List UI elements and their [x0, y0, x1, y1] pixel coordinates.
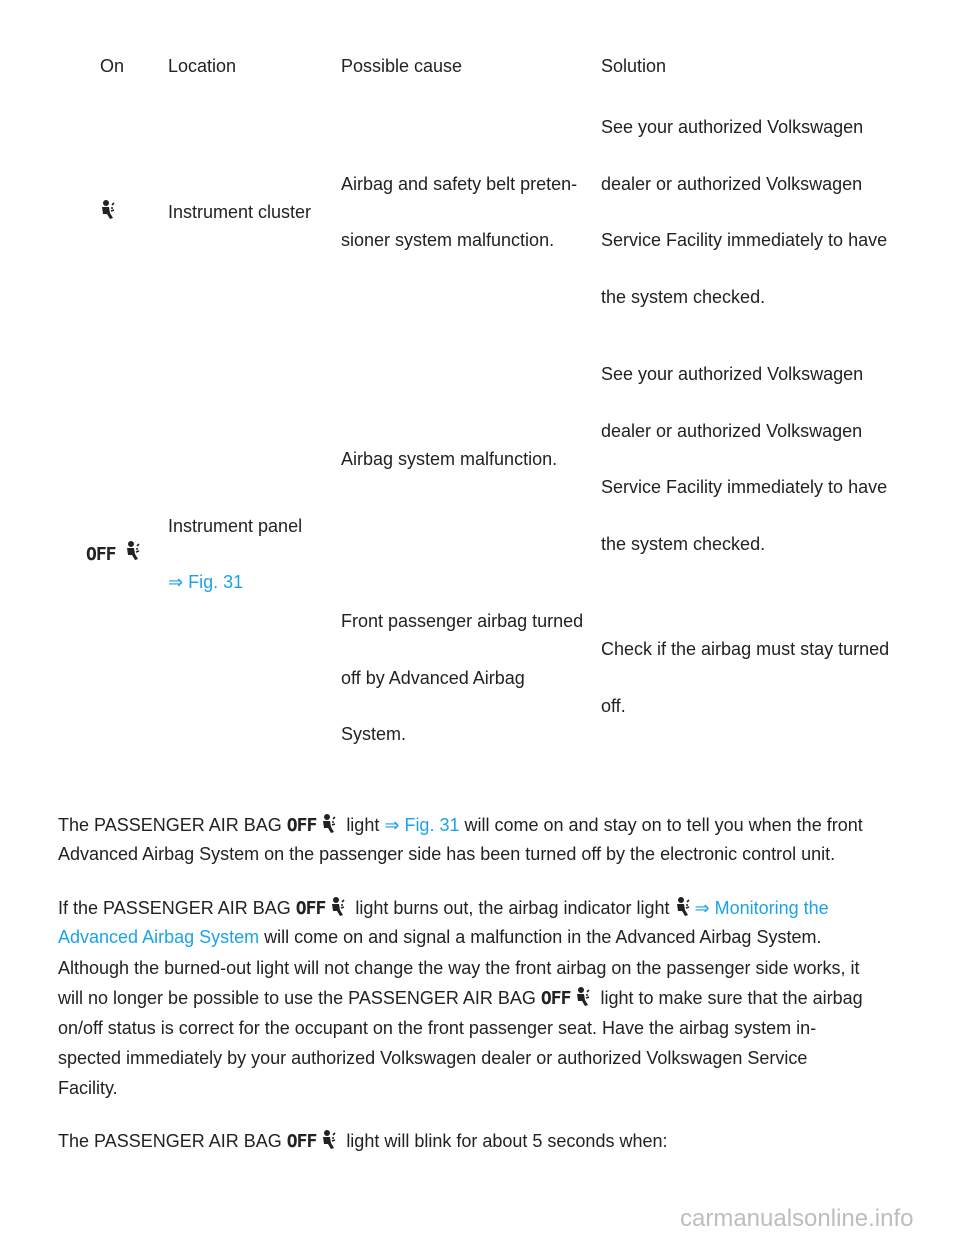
row2-solution-line: Service Facility immediately to have: [601, 477, 888, 497]
passenger-airbag-icon: [321, 814, 341, 834]
row1-solution-line: See your authorized Volkswagen: [601, 117, 864, 137]
row2-location: Instrument panel: [168, 516, 303, 536]
off-icon: OFF: [286, 1131, 317, 1152]
row1-solution-line: dealer or authorized Volkswagen: [601, 174, 863, 194]
off-icon: OFF: [540, 988, 571, 1009]
header-location: Location: [168, 56, 237, 76]
row2-cause-a: Airbag system malfunction.: [341, 449, 558, 469]
paragraph-2-line: Although the burned-out light will not change the way the front airbag on the passenger side works, it: [58, 958, 860, 978]
passenger-airbag-icon: [575, 987, 595, 1007]
row2-solution-b-line: Check if the airbag must stay turned: [601, 639, 890, 659]
paragraph-2-line: If the PASSENGER AIR BAG OFF light burns out, the airbag indicator light ⇒ Monitoring the: [58, 898, 829, 919]
paragraph-2-line: Advanced Airbag System will come on and signal a malfunction in the Advanced Airbag System.: [58, 927, 822, 947]
passenger-airbag-off-icon: OFF: [86, 541, 147, 566]
row1-location: Instrument cluster: [168, 202, 312, 222]
monitoring-link[interactable]: ⇒ Monitoring the: [694, 898, 829, 918]
row2-solution-line: dealer or authorized Volkswagen: [601, 421, 863, 441]
header-cause: Possible cause: [341, 56, 463, 76]
paragraph-2-line: will no longer be possible to use the PASSENGER AIR BAG OFF light to make sure that the airbag: [58, 988, 863, 1009]
paragraph-2-line: Facility.: [58, 1078, 118, 1098]
monitoring-link[interactable]: Advanced Airbag System: [58, 927, 260, 947]
row2-cause-b-line: Front passenger airbag turned: [341, 611, 584, 631]
paragraph-2-line: spected immediately by your authorized Volkswagen dealer or authorized Volkswagen Service: [58, 1048, 808, 1068]
row2-solution-b-line: off.: [601, 696, 626, 716]
off-icon: OFF: [286, 815, 317, 836]
paragraph-3-line: The PASSENGER AIR BAG OFF light will blink for about 5 seconds when:: [58, 1131, 668, 1152]
airbag-person-icon: [100, 200, 120, 222]
airbag-person-icon: [675, 897, 695, 917]
header-on: On: [100, 56, 125, 76]
row1-cause-line: Airbag and safety belt preten-: [341, 174, 578, 194]
row2-cause-b-line: System.: [341, 724, 407, 744]
row2-solution-line: the system checked.: [601, 534, 766, 554]
row2-cause-b-line: off by Advanced Airbag: [341, 668, 525, 688]
paragraph-1-line: The PASSENGER AIR BAG OFF light ⇒ Fig. 31 will come on and stay on to tell you when the front: [58, 815, 863, 836]
row1-solution-line: the system checked.: [601, 287, 766, 307]
row1-solution-line: Service Facility immediately to have: [601, 230, 888, 250]
paragraph-1-line: Advanced Airbag System on the passenger side has been turned off by the electronic control unit.: [58, 844, 836, 864]
header-solution: Solution: [601, 56, 667, 76]
passenger-airbag-icon: [330, 897, 350, 917]
row2-location-link[interactable]: ⇒ Fig. 31: [168, 572, 244, 592]
paragraph-2-line: on/off status is correct for the occupant on the front passenger seat. Have the airbag system in-: [58, 1018, 817, 1038]
watermark: carmanualsonline.info: [680, 1205, 914, 1232]
row2-solution-line: See your authorized Volkswagen: [601, 364, 864, 384]
row1-cause-line: sioner system malfunction.: [341, 230, 555, 250]
passenger-airbag-icon: [321, 1130, 341, 1150]
fig-31-link[interactable]: ⇒ Fig. 31: [384, 815, 460, 835]
off-icon: OFF: [295, 898, 326, 919]
